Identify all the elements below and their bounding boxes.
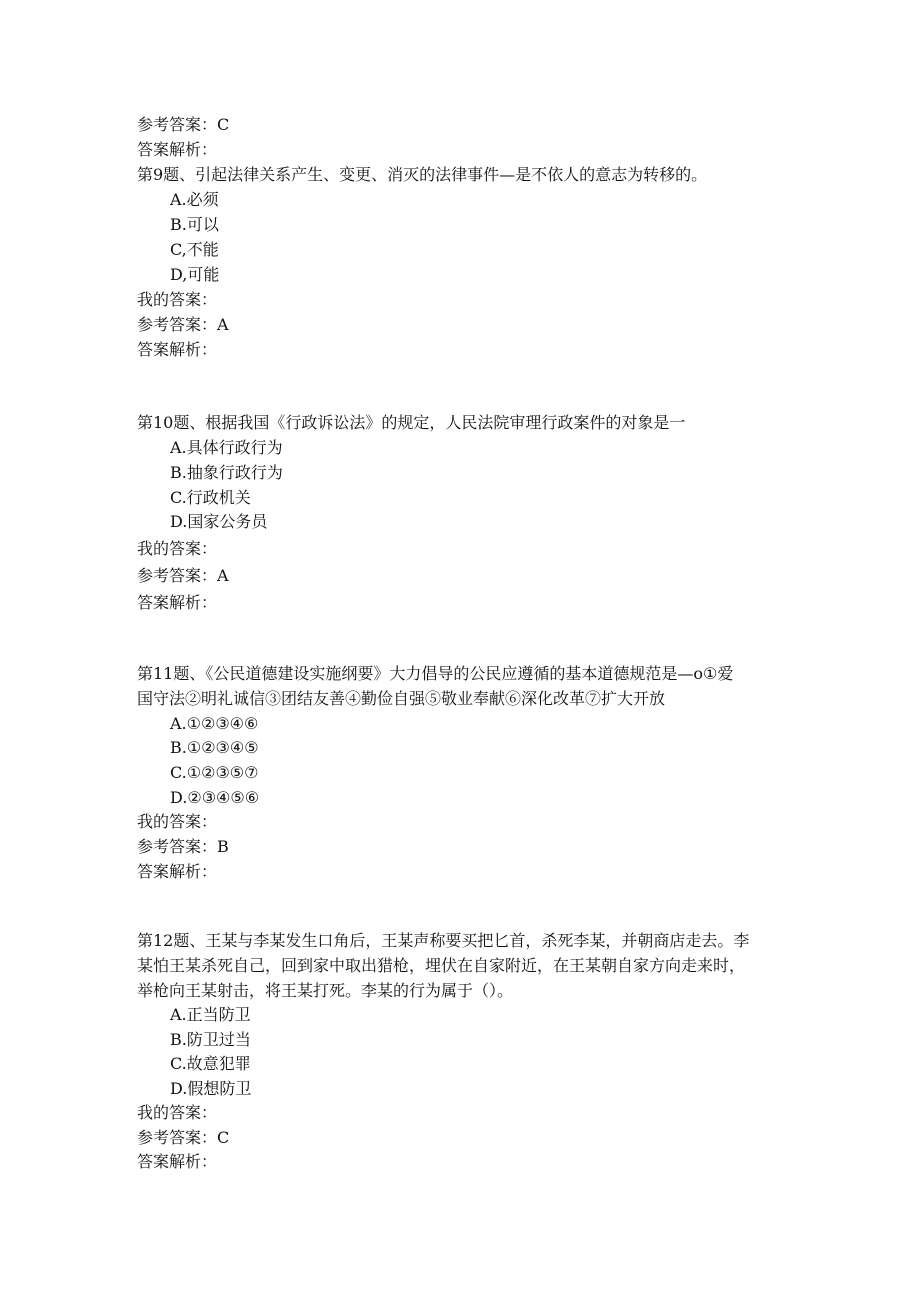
question-9-title: 第9题、引起法律关系产生、变更、消灭的法律事件—是不依人的意志为转移的。 [137,165,708,184]
top-ref-answer: 参考答案：C [137,115,230,134]
question-9-option-b: B.可以 [170,215,219,234]
question-11-title-line-2: 国守法②明礼诚信③团结友善④勤俭自强⑤敬业奉献⑥深化改革⑦扩大开放 [137,689,666,708]
question-12-option-d: D.假想防卫 [170,1079,252,1098]
question-10-ref-answer: 参考答案：A [137,566,229,585]
question-12-ref-answer: 参考答案：C [137,1128,230,1147]
top-explanation: 答案解析： [137,140,218,159]
question-10-option-a: A.具体行政行为 [170,438,283,457]
question-11-option-b: B.①②③④⑤ [170,738,259,757]
question-12-option-b: B.防卫过当 [170,1030,251,1049]
question-11-option-a: A.①②③④⑥ [170,714,259,733]
question-11-ref-answer: 参考答案：B [137,837,229,856]
question-9-option-c: C,不能 [170,240,219,259]
question-12-option-a: A.正当防卫 [170,1005,251,1024]
question-12-title-line-3: 举枪向王某射击，将王某打死。李某的行为属于（）。 [137,981,514,1000]
question-10-option-d: D.国家公务员 [170,512,268,531]
question-10-my-answer: 我的答案： [137,539,218,558]
question-10-option-c: C.行政机关 [170,488,251,507]
question-9-option-a: A.必须 [170,190,219,209]
question-9-option-d: D,可能 [170,265,220,284]
question-10-option-b: B.抽象行政行为 [170,463,283,482]
question-11-option-c: C.①②③⑤⑦ [170,763,259,782]
question-9-ref-answer: 参考答案：A [137,315,229,334]
question-11-option-d: D.②③④⑤⑥ [170,788,260,807]
question-12-explanation: 答案解析： [137,1152,218,1171]
question-11-my-answer: 我的答案： [137,812,218,831]
question-12-option-c: C.故意犯罪 [170,1054,251,1073]
question-11-title-line-1: 第11题、《公民道德建设实施纲要》大力倡导的公民应遵循的基本道德规范是—o①爱 [137,664,734,683]
question-9-explanation: 答案解析： [137,340,218,359]
question-12-my-answer: 我的答案： [137,1103,218,1122]
question-10-explanation: 答案解析： [137,593,218,612]
question-12-title-line-2: 某怕王某杀死自己，回到家中取出猎枪，埋伏在自家附近，在王某朝自家方向走来时， [137,956,746,975]
question-9-my-answer: 我的答案： [137,290,218,309]
question-12-title-line-1: 第12题、王某与李某发生口角后，王某声称要买把匕首，杀死李某，并朝商店走去。李 [137,931,750,950]
question-10-title: 第10题、根据我国《行政诉讼法》的规定，人民法院审理行政案件的对象是一 [137,413,686,432]
question-11-explanation: 答案解析： [137,862,218,881]
